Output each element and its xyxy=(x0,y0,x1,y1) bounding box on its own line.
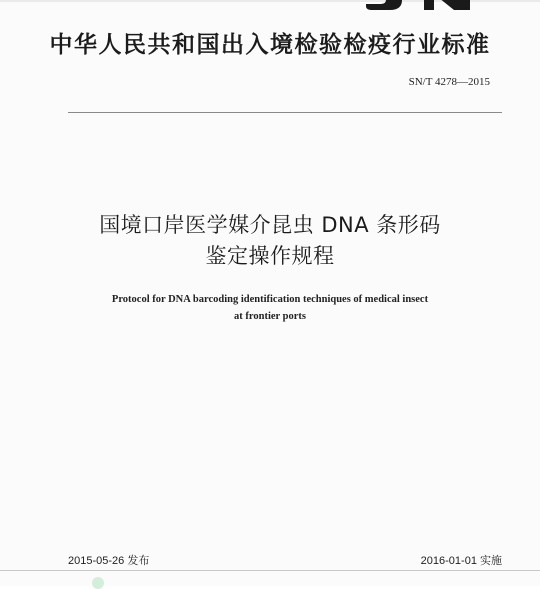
header-divider xyxy=(68,112,502,113)
implementation-date: 2016-01-01 实施 xyxy=(420,555,502,567)
footer-divider xyxy=(0,570,540,571)
title-en-line1: Protocol for DNA barcoding identification techniques of medical insect xyxy=(111,294,429,305)
green-dot-mark xyxy=(92,577,104,589)
standard-code: SN/T 4278—2015 xyxy=(408,76,490,88)
issuing-organization: 中华人民共和国出入境检验检疫行业标准 xyxy=(49,32,491,58)
title-en-line2: at frontier ports xyxy=(234,311,306,322)
sn-logo xyxy=(362,0,478,12)
title-cn-line2: 鉴定操作规程 xyxy=(205,244,335,268)
issue-date: 2015-05-26 发布 xyxy=(68,555,150,567)
title-cn-line1: 国境口岸医学媒介昆虫 DNA 条形码 xyxy=(99,213,441,237)
